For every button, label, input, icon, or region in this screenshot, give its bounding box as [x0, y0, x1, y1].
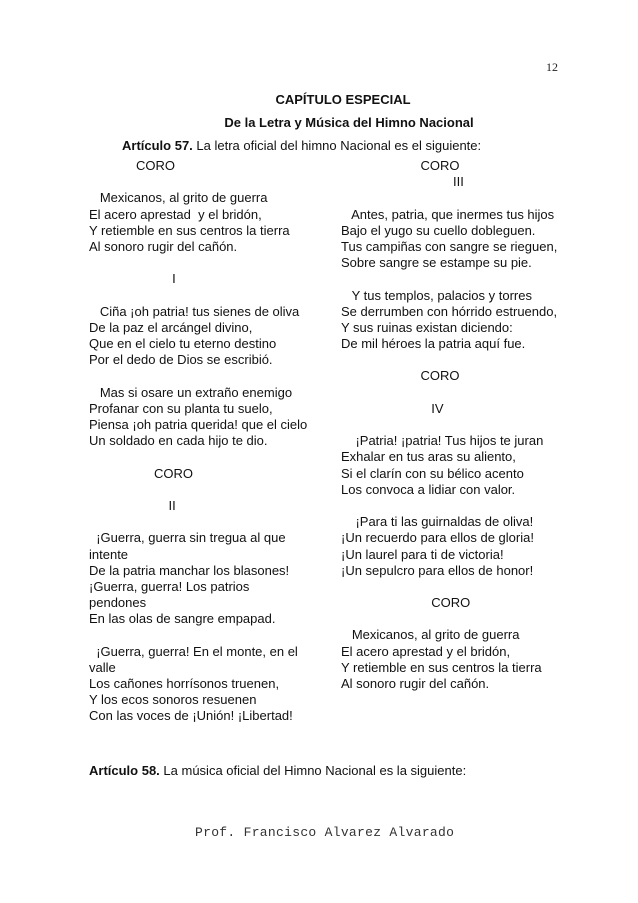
article-58 [89, 763, 466, 778]
article-57 [122, 138, 481, 153]
verse-line: CORO [341, 595, 471, 611]
verse-line: El acero aprestad y el bridón, [341, 643, 511, 659]
verse-line [89, 449, 307, 465]
verse-line: ¡Guerra, guerra sin tregua al que [89, 530, 286, 546]
verse-line: valle [89, 659, 116, 675]
verse-line: Con las voces de ¡Unión! ¡Libertad! [89, 708, 293, 724]
verse-line: Si el clarín con su bélico acento [341, 465, 524, 481]
verse-line: De la paz el arcángel divino, [89, 319, 253, 335]
verse-line: De mil héroes la patria aquí fue. [341, 336, 526, 352]
verse-line: II [89, 497, 176, 513]
verse-line: Antes, patria, que inermes tus hijos [341, 206, 555, 222]
chapter-subtitle: De la Letra y Música del Himno Nacional [224, 115, 474, 130]
verse-line: Los cañones horrísonos truenen, [89, 676, 280, 691]
verse-line: I [89, 271, 176, 287]
verse-line [341, 417, 557, 433]
verse-line: Y tus templos, palacios y torres [341, 287, 532, 303]
verse-line [89, 368, 307, 384]
article-58-label: Artículo 58. [89, 763, 160, 778]
verse-line: Y los ecos sonoros resuenen [89, 692, 257, 708]
verse-line: Ciña ¡oh patria! tus sienes de oliva [89, 303, 300, 319]
verse-line [89, 288, 307, 304]
verse-line: Se derrumben con hórrido estruendo, [341, 303, 558, 319]
verse-line: CORO [341, 158, 460, 173]
verse-line: Mexicanos, al grito de guerra [341, 627, 520, 643]
verse-line: Al sonoro rugir del cañón. [341, 676, 490, 691]
verse-line: ¡Para ti las guirnaldas de oliva! [341, 514, 534, 530]
verse-line [341, 190, 557, 206]
verse-line [341, 352, 557, 368]
verse-line: pendones [89, 595, 147, 611]
verse-line [341, 385, 557, 401]
verse-line: Mexicanos, al grito de guerra [89, 190, 268, 206]
verse-line: Un soldado en cada hijo te dio. [89, 433, 268, 449]
chapter-title: CAPÍTULO ESPECIAL [275, 92, 411, 107]
verse-line: CORO [341, 368, 460, 384]
article-57-text: La letra oficial del himno Nacional es el siguiente: [196, 138, 482, 153]
verse-line: Mas si osare un extraño enemigo [89, 384, 293, 400]
verse-line [341, 579, 557, 595]
verse-line: CORO [89, 465, 194, 481]
verse-line [341, 271, 557, 287]
verse-line: CORO [89, 158, 175, 173]
verse-line: Que en el cielo tu eterno destino [89, 336, 277, 352]
verse-line [341, 611, 557, 627]
anthem-left-column [89, 158, 307, 725]
verse-line: ¡Patria! ¡patria! Tus hijos te juran [341, 433, 544, 449]
verse-line: Al sonoro rugir del cañón. [89, 238, 238, 254]
verse-line: Bajo el yugo su cuello dobleguen. [341, 222, 536, 238]
verse-line [89, 627, 307, 643]
verse-line: intente [89, 546, 129, 562]
footer-author: Prof. Francisco Alvarez Alvarado [195, 825, 455, 840]
article-58-text: La música oficial del Himno Nacional es la siguiente: [163, 763, 467, 778]
verse-line [341, 498, 557, 514]
verse-line: Y sus ruinas existan diciendo: [341, 319, 513, 335]
anthem-right-column [341, 158, 557, 692]
verse-line: El acero aprestad y el bridón, [89, 206, 262, 222]
verse-line: ¡Un laurel para ti de victoria! [341, 546, 504, 562]
verse-line: Sobre sangre se estampe su pie. [341, 255, 532, 271]
article-57-label: Artículo 57. [122, 138, 193, 153]
verse-line: De la patria manchar los blasones! [89, 562, 290, 578]
verse-line: ¡Un sepulcro para ellos de honor! [341, 562, 534, 578]
verse-line: Por el dedo de Dios se escribió. [89, 352, 273, 368]
verse-line: IV [341, 400, 444, 416]
verse-line: Exhalar en tus aras su aliento, [341, 449, 516, 465]
verse-line: ¡Un recuerdo para ellos de gloria! [341, 530, 534, 546]
verse-line [89, 174, 307, 190]
verse-line: ¡Guerra, guerra! En el monte, en el [89, 643, 298, 659]
verse-line [89, 255, 307, 271]
verse-line: Piensa ¡oh patria querida! que el cielo [89, 417, 308, 432]
verse-line: ¡Guerra, guerra! Los patrios [89, 578, 250, 594]
verse-line: En las olas de sangre empapad. [89, 611, 276, 627]
verse-line: Y retiemble en sus centros la tierra [89, 222, 290, 238]
verse-line: Y retiemble en sus centros la tierra [341, 659, 542, 675]
verse-line: Profanar con su planta tu suelo, [89, 400, 273, 416]
verse-line: Los convoca a lidiar con valor. [341, 481, 516, 497]
page-number: 12 [546, 60, 558, 74]
verse-line: III [341, 174, 464, 190]
verse-line [89, 514, 307, 530]
verse-line [89, 482, 307, 498]
verse-line: Tus campiñas con sangre se rieguen, [341, 238, 558, 254]
